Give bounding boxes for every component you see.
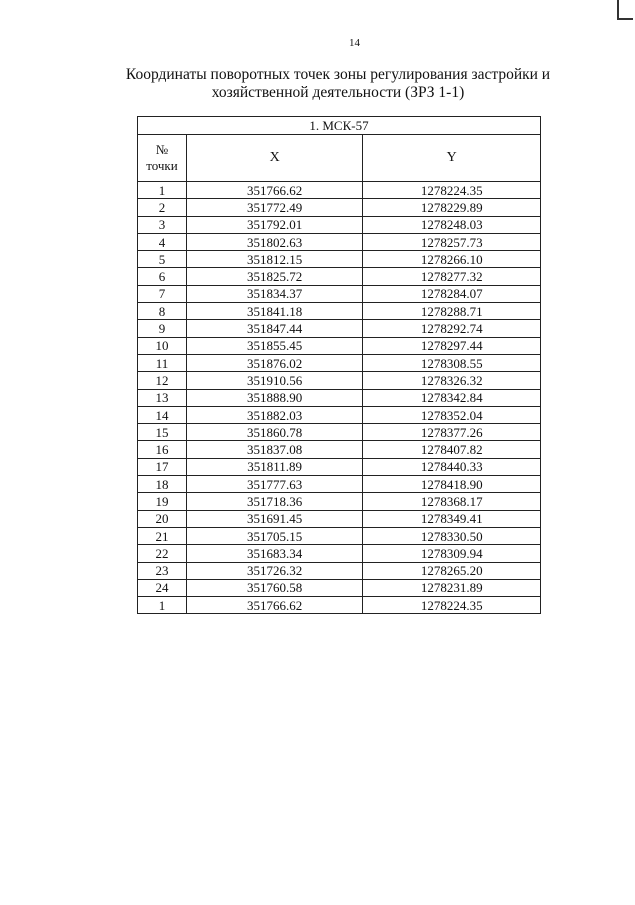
- cell-x: 351841.18: [186, 303, 363, 320]
- cell-y: 1278284.07: [363, 285, 541, 302]
- cell-point-number: 5: [138, 251, 187, 268]
- cell-point-number: 18: [138, 476, 187, 493]
- cell-y: 1278266.10: [363, 251, 541, 268]
- header-y: Y: [363, 135, 541, 182]
- cell-point-number: 4: [138, 233, 187, 250]
- cell-point-number: 6: [138, 268, 187, 285]
- table-row: [138, 372, 541, 389]
- cell-x: 351691.45: [186, 510, 363, 527]
- cell-point-number: 21: [138, 527, 187, 544]
- table-row: [138, 545, 541, 562]
- cell-point-number: 15: [138, 424, 187, 441]
- coordinate-system-row: [138, 117, 541, 135]
- cell-x: 351811.89: [186, 458, 363, 475]
- cell-x: 351772.49: [186, 199, 363, 216]
- cell-y: 1278418.90: [363, 476, 541, 493]
- table-row: [138, 199, 541, 216]
- table-row: [138, 579, 541, 596]
- cell-x: 351910.56: [186, 372, 363, 389]
- table-row: [138, 406, 541, 423]
- header-point-number-sign: №: [155, 142, 169, 157]
- table-row: [138, 389, 541, 406]
- table-row: [138, 597, 541, 614]
- cell-x: 351837.08: [186, 441, 363, 458]
- cell-y: 1278288.71: [363, 303, 541, 320]
- cell-y: 1278277.32: [363, 268, 541, 285]
- cell-x: 351834.37: [186, 285, 363, 302]
- cell-point-number: 8: [138, 303, 187, 320]
- header-point-number: [138, 135, 187, 182]
- corner-crop-mark: [617, 0, 633, 20]
- cell-point-number: 14: [138, 406, 187, 423]
- cell-x: 351802.63: [186, 233, 363, 250]
- document-title: [118, 66, 558, 102]
- table-row: [138, 320, 541, 337]
- title-line-1: Координаты поворотных точек зоны регулирования застройки и: [125, 66, 551, 83]
- cell-y: 1278229.89: [363, 199, 541, 216]
- cell-x: 351726.32: [186, 562, 363, 579]
- cell-point-number: 19: [138, 493, 187, 510]
- page-number: 14: [349, 37, 360, 49]
- cell-y: 1278368.17: [363, 493, 541, 510]
- table-row: [138, 493, 541, 510]
- coordinate-system-label: 1. МСК-57: [138, 117, 541, 135]
- cell-point-number: 20: [138, 510, 187, 527]
- table-row: [138, 216, 541, 233]
- cell-y: 1278292.74: [363, 320, 541, 337]
- cell-point-number: 9: [138, 320, 187, 337]
- table-row: [138, 182, 541, 199]
- cell-x: 351847.44: [186, 320, 363, 337]
- cell-point-number: 10: [138, 337, 187, 354]
- cell-x: 351855.45: [186, 337, 363, 354]
- cell-y: 1278265.20: [363, 562, 541, 579]
- cell-x: 351860.78: [186, 424, 363, 441]
- header-point-number-word: точки: [146, 158, 178, 173]
- cell-point-number: 3: [138, 216, 187, 233]
- table-row: [138, 285, 541, 302]
- table-row: [138, 251, 541, 268]
- cell-x: 351705.15: [186, 527, 363, 544]
- cell-x: 351766.62: [186, 597, 363, 614]
- cell-y: 1278407.82: [363, 441, 541, 458]
- cell-y: 1278326.32: [363, 372, 541, 389]
- table-row: [138, 441, 541, 458]
- cell-point-number: 13: [138, 389, 187, 406]
- cell-point-number: 2: [138, 199, 187, 216]
- cell-point-number: 22: [138, 545, 187, 562]
- table-row: [138, 303, 541, 320]
- table-row: [138, 527, 541, 544]
- cell-x: 351766.62: [186, 182, 363, 199]
- cell-point-number: 23: [138, 562, 187, 579]
- cell-point-number: 7: [138, 285, 187, 302]
- table-row: [138, 424, 541, 441]
- table-row: [138, 233, 541, 250]
- title-line-2: хозяйственной деятельности (ЗРЗ 1-1): [211, 84, 465, 101]
- cell-x: 351888.90: [186, 389, 363, 406]
- cell-x: 351760.58: [186, 579, 363, 596]
- cell-x: 351812.15: [186, 251, 363, 268]
- cell-x: 351683.34: [186, 545, 363, 562]
- cell-point-number: 1: [138, 182, 187, 199]
- table-row: [138, 562, 541, 579]
- cell-y: 1278231.89: [363, 579, 541, 596]
- cell-y: 1278330.50: [363, 527, 541, 544]
- cell-x: 351777.63: [186, 476, 363, 493]
- cell-point-number: 16: [138, 441, 187, 458]
- cell-x: 351792.01: [186, 216, 363, 233]
- cell-point-number: 12: [138, 372, 187, 389]
- cell-y: 1278257.73: [363, 233, 541, 250]
- cell-point-number: 1: [138, 597, 187, 614]
- cell-y: 1278309.94: [363, 545, 541, 562]
- cell-y: 1278349.41: [363, 510, 541, 527]
- cell-y: 1278352.04: [363, 406, 541, 423]
- cell-y: 1278224.35: [363, 182, 541, 199]
- cell-x: 351882.03: [186, 406, 363, 423]
- table-body: [138, 182, 541, 614]
- table-row: [138, 268, 541, 285]
- coordinates-table: [137, 116, 541, 614]
- table-header-row: [138, 135, 541, 182]
- cell-x: 351876.02: [186, 354, 363, 371]
- cell-x: 351718.36: [186, 493, 363, 510]
- table-row: [138, 354, 541, 371]
- table-row: [138, 510, 541, 527]
- cell-y: 1278377.26: [363, 424, 541, 441]
- cell-y: 1278308.55: [363, 354, 541, 371]
- cell-y: 1278440.33: [363, 458, 541, 475]
- cell-point-number: 17: [138, 458, 187, 475]
- cell-y: 1278248.03: [363, 216, 541, 233]
- table-row: [138, 476, 541, 493]
- table-row: [138, 337, 541, 354]
- cell-y: 1278297.44: [363, 337, 541, 354]
- cell-y: 1278224.35: [363, 597, 541, 614]
- cell-y: 1278342.84: [363, 389, 541, 406]
- table-row: [138, 458, 541, 475]
- cell-point-number: 11: [138, 354, 187, 371]
- cell-point-number: 24: [138, 579, 187, 596]
- header-x: X: [186, 135, 363, 182]
- cell-x: 351825.72: [186, 268, 363, 285]
